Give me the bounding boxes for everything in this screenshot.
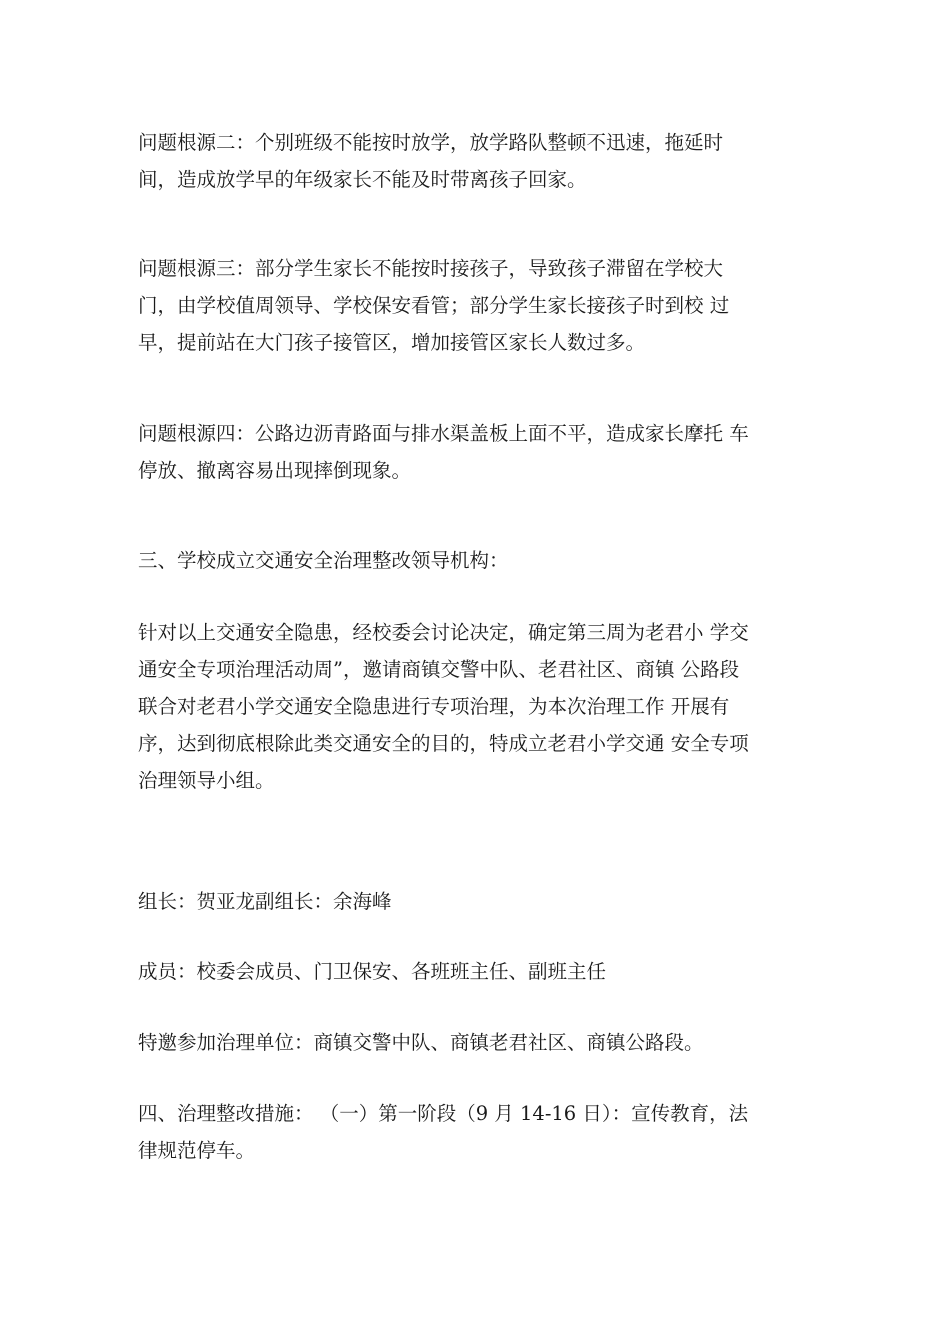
paragraph-governance-week [138,614,818,799]
paragraph-problem-source-4 [138,415,818,489]
text-line: 组长：贺亚龙副组长：余海峰 [138,890,392,913]
paragraph-team-leaders [138,883,818,920]
text-line: 问题根源二：个别班级不能按时放学，放学路队整顿不迅速，拖延时 [138,131,724,154]
paragraph-problem-source-3 [138,250,818,361]
text-line: 停放、撤离容易出现摔倒现象。 [138,459,412,482]
text-line: 序，达到彻底根除此类交通安全的目的，特成立老君小学交通 安全专项 [138,732,749,755]
text-line: 成员：校委会成员、门卫保安、各班班主任、副班主任 [138,960,607,983]
text-line: 律规范停车。 [138,1139,256,1162]
text-line: 四、治理整改措施： （一）第一阶段（9 月 14-16 日）：宣传教育，法 [138,1102,749,1125]
paragraph-invited-units [138,1024,818,1061]
text-line: 联合对老君小学交通安全隐患进行专项治理，为本次治理工作 开展有 [138,695,730,718]
text-line: 门，由学校值周领导、学校保安看管；部分学生家长接孩子时到校 过 [138,294,730,317]
text-line: 三、学校成立交通安全治理整改领导机构： [138,549,509,572]
text-line: 针对以上交通安全隐患，经校委会讨论决定，确定第三周为老君小 学交 [138,621,749,644]
text-line: 治理领导小组。 [138,769,275,792]
text-line: 特邀参加治理单位：商镇交警中队、商镇老君社区、商镇公路段。 [138,1031,704,1054]
text-line: 通安全专项治理活动周”，邀请商镇交警中队、老君社区、商镇 公路段 [138,658,740,681]
text-line: 间，造成放学早的年级家长不能及时带离孩子回家。 [138,168,587,191]
heading-section-3 [138,542,818,579]
paragraph-team-members [138,953,818,990]
text-line: 早，提前站在大门孩子接管区，增加接管区家长人数过多。 [138,331,646,354]
text-line: 问题根源三：部分学生家长不能按时接孩子，导致孩子滞留在学校大 [138,257,724,280]
paragraph-problem-source-2 [138,124,818,198]
text-line: 问题根源四：公路边沥青路面与排水渠盖板上面不平，造成家长摩托 车 [138,422,749,445]
heading-section-4-measures [138,1095,818,1169]
